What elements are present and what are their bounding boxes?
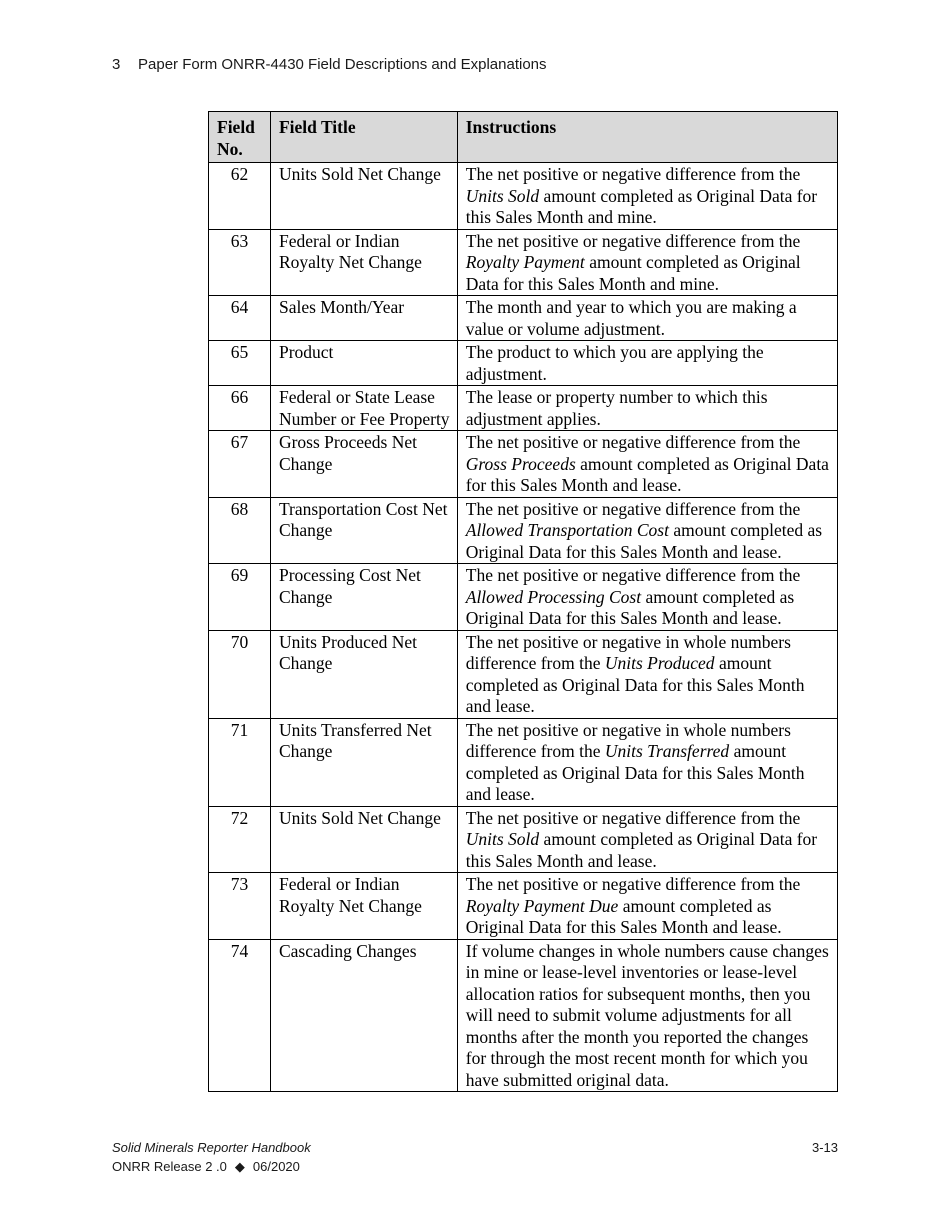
instruction-text-continued: amount completed as Original Data for this Sales Month and lease. — [465, 586, 795, 628]
field-number: 74 — [209, 939, 271, 1092]
referenced-field-name: Allowed Transportation Cost — [465, 520, 669, 540]
referenced-field-name: Units Sold — [465, 829, 540, 849]
instruction-text-continued: amount completed as Original Data for this Sales Month and mine. — [465, 252, 801, 294]
instruction-text: The net positive or negative difference from the — [465, 230, 801, 251]
instruction-text: The net positive or negative in whole numbers difference from the — [465, 719, 791, 761]
release-date: 06/2020 — [252, 1159, 300, 1174]
instruction-text: The net positive or negative difference from the — [465, 565, 801, 585]
field-number: 71 — [209, 718, 271, 806]
table-row — [209, 163, 838, 230]
instruction-text: The lease or property number to which this adjustment applies. — [465, 387, 768, 429]
section-title: Paper Form ONRR-4430 Field Descriptions and Explanations — [138, 56, 547, 73]
instruction-text-continued: amount completed as Original Data for this Sales Month and lease. — [465, 653, 805, 716]
instruction-text: The net positive or negative difference from the — [465, 164, 801, 184]
header-instructions: Instructions — [457, 112, 837, 163]
field-number: 70 — [209, 630, 271, 718]
field-title: Federal or State Lease Number or Fee Property — [270, 386, 457, 431]
table-row — [209, 431, 838, 498]
field-title: Units Sold Net Change — [270, 163, 457, 230]
field-number: 68 — [209, 497, 271, 564]
instruction-text: The net positive or negative difference from the — [465, 432, 801, 452]
field-instructions — [457, 630, 837, 718]
field-number: 67 — [209, 431, 271, 498]
field-title: Federal or Indian Royalty Net Change — [270, 873, 457, 940]
release-label: ONRR Release 2 .0 — [112, 1159, 227, 1174]
instruction-text: The product to which you are applying the adjustment. — [465, 342, 764, 384]
table-row — [209, 296, 838, 341]
instruction-text-continued: amount completed as Original Data for this Sales Month and mine. — [465, 185, 818, 227]
table-row — [209, 386, 838, 431]
field-instructions — [457, 873, 837, 940]
instruction-text: The net positive or negative difference from the — [465, 498, 801, 519]
referenced-field-name: Royalty Payment — [465, 252, 585, 272]
table-row — [209, 497, 838, 564]
referenced-field-name: Royalty Payment Due — [465, 895, 619, 916]
instruction-text: The net positive or negative in whole numbers difference from the — [465, 631, 791, 673]
instruction-text: The month and year to which you are making a value or volume adjustment. — [465, 297, 797, 339]
field-number: 72 — [209, 806, 271, 873]
table-row — [209, 873, 838, 940]
release-line — [112, 1157, 838, 1176]
field-instructions — [457, 229, 837, 296]
referenced-field-name: Gross Proceeds — [465, 453, 576, 474]
section-number: 3 — [112, 56, 121, 73]
page-header — [112, 56, 547, 73]
field-instructions — [457, 806, 837, 873]
field-number: 65 — [209, 341, 271, 386]
field-title: Processing Cost Net Change — [270, 564, 457, 631]
field-instructions — [457, 939, 837, 1092]
field-instructions — [457, 718, 837, 806]
field-title: Units Transferred Net Change — [270, 718, 457, 806]
field-number: 64 — [209, 296, 271, 341]
field-number: 66 — [209, 386, 271, 431]
field-number: 73 — [209, 873, 271, 940]
field-title: Units Sold Net Change — [270, 806, 457, 873]
diamond-separator: ◆ — [234, 1159, 245, 1174]
field-instructions — [457, 341, 837, 386]
instruction-text: The net positive or negative difference from the — [465, 807, 801, 828]
field-instructions — [457, 431, 837, 498]
table-row — [209, 564, 838, 631]
table-row — [209, 630, 838, 718]
field-title: Sales Month/Year — [270, 296, 457, 341]
field-instructions — [457, 296, 837, 341]
field-instructions — [457, 386, 837, 431]
field-instructions — [457, 163, 837, 230]
field-title: Cascading Changes — [270, 939, 457, 1092]
table-row — [209, 718, 838, 806]
page-footer — [112, 1138, 838, 1176]
instruction-text-continued: amount completed as Original Data for this Sales Month and lease. — [465, 520, 823, 562]
instruction-text-continued: amount completed as Original Data for this Sales Month and lease. — [465, 741, 805, 804]
field-number: 62 — [209, 163, 271, 230]
referenced-field-name: Units Sold — [465, 185, 540, 206]
table-row — [209, 229, 838, 296]
page-number: 3-13 — [811, 1140, 838, 1155]
field-title: Product — [270, 341, 457, 386]
referenced-field-name: Units Produced — [604, 653, 715, 673]
instruction-text-continued: amount completed as Original Data for this Sales Month and lease. — [465, 829, 818, 871]
field-instructions — [457, 564, 837, 631]
table-header-row — [209, 112, 838, 163]
instruction-text: If volume changes in whole numbers cause changes in mine or lease-level inventories or lease-level allocation ratios for subsequent months, then you will need to submit volume adjustments for all months after the month you reported the changes for through the most recent month for which you have submitted original data. — [465, 940, 829, 1090]
handbook-title: Solid Minerals Reporter Handbook — [112, 1140, 311, 1155]
field-descriptions-table — [208, 111, 838, 1092]
field-title: Federal or Indian Royalty Net Change — [270, 229, 457, 296]
field-number: 69 — [209, 564, 271, 631]
field-title: Gross Proceeds Net Change — [270, 431, 457, 498]
instruction-text-continued: amount completed as Original Data for this Sales Month and lease. — [465, 453, 829, 495]
field-number: 63 — [209, 229, 271, 296]
instruction-text-continued: amount completed as Original Data for this Sales Month and lease. — [465, 895, 782, 937]
referenced-field-name: Units Transferred — [604, 741, 730, 761]
field-title: Units Produced Net Change — [270, 630, 457, 718]
table-row — [209, 806, 838, 873]
table-row — [209, 939, 838, 1092]
table-row — [209, 341, 838, 386]
field-instructions — [457, 497, 837, 564]
instruction-text: The net positive or negative difference from the — [465, 874, 801, 894]
header-field-no: Field No. — [209, 112, 271, 163]
field-title: Transportation Cost Net Change — [270, 497, 457, 564]
header-field-title: Field Title — [270, 112, 457, 163]
referenced-field-name: Allowed Processing Cost — [465, 586, 642, 607]
